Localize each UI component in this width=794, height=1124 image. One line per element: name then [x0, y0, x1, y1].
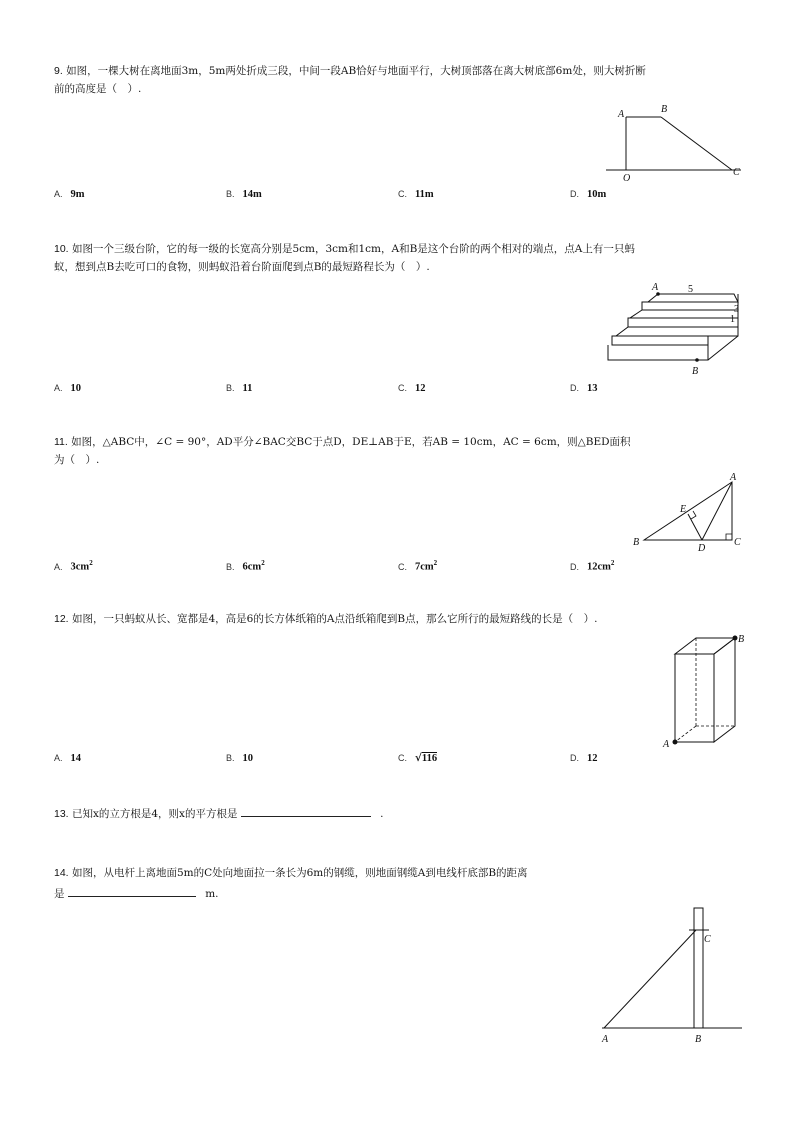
q9-text-line1 [54, 64, 646, 78]
q11-number: 11. [54, 436, 68, 448]
q12-option-d-letter: D. [570, 753, 579, 763]
q10-step-2-face [628, 318, 738, 327]
q12-option-c[interactable] [398, 752, 437, 764]
q12-hidden-edge-depth [675, 726, 696, 742]
q10-option-a-value: 10 [70, 383, 82, 394]
q10-option-d[interactable] [570, 382, 598, 394]
q11-stem: 如图，△ABC中，∠C = 90°，AD平分∠BAC交BC于点D，DE⊥AB于E，若AB = 10cm，AC = 6cm，则△BED面积 [71, 436, 631, 448]
q11-option-d-exponent: 2 [610, 559, 615, 567]
q11-option-a-exponent: 2 [89, 559, 93, 567]
q12-point-b [733, 636, 738, 641]
q9-option-c-letter: C. [398, 189, 407, 199]
q12-option-d[interactable] [570, 752, 598, 764]
q11-label-b: B [633, 537, 640, 548]
sqrt-icon: √ [415, 752, 422, 764]
q12-option-a-letter: A. [54, 753, 63, 763]
q11-bisector-ad [702, 482, 732, 540]
q14-label-b: B [695, 1034, 702, 1045]
q9-option-b-value: 14m [242, 189, 262, 200]
q12-label-b: B [738, 634, 745, 645]
q9-option-d[interactable] [570, 188, 606, 200]
q14-label-a: A [602, 1034, 609, 1045]
q9-option-a-value: 9m [70, 189, 85, 200]
q9-figure [596, 100, 756, 188]
q10-step-1-face [642, 302, 738, 310]
q9-segment-bc [661, 117, 732, 170]
q10-text-line1 [54, 242, 635, 256]
q11-triangle-abc [644, 482, 732, 540]
q10-step-2-top [630, 310, 738, 318]
q11-label-d: D [698, 543, 706, 554]
q12-option-a[interactable] [54, 752, 81, 764]
q10-label-width: 3 [734, 304, 739, 315]
q13-tail: . [380, 808, 384, 820]
q14-pole-figure [592, 900, 752, 1050]
q9-option-c-value: 11m [415, 189, 434, 200]
q10-stairs-figure [600, 280, 760, 380]
q14-answer-blank[interactable] [68, 886, 196, 897]
q10-step-top [648, 294, 738, 302]
q9-label-o: O [623, 173, 631, 184]
q12-stem: 如图，一只蚂蚁从长、宽都是4，高是6的长方体纸箱的A点沿纸箱爬到B点，那么它所行的最短路线的长是（ ）. [71, 613, 598, 625]
q9-stem: 如图，一棵大树在离地面3m，5m两处折成三段，中间一段AB恰好与地面平行，大树顶部落在离大树底部6m处，则大树折断 [66, 65, 646, 77]
q11-option-a-letter: A. [54, 561, 63, 572]
q14-text-line2 [54, 886, 218, 901]
q9-option-a-letter: A. [54, 189, 63, 199]
q12-number: 12. [54, 613, 69, 625]
q10-option-b-value: 11 [242, 383, 253, 394]
q9-label-b: B [661, 104, 668, 115]
q9-option-b[interactable] [226, 188, 262, 200]
q10-text-line2: 蚁，想到点B去吃可口的食物，则蚂蚁沿着台阶面爬到点B的最短路程长为（ ）. [54, 261, 430, 273]
q9-text-line2: 前的高度是（ ）. [54, 83, 142, 95]
q11-option-b-exponent: 2 [261, 559, 265, 567]
q11-option-c-letter: C. [398, 561, 407, 572]
q11-option-a[interactable] [54, 559, 93, 573]
q11-option-d[interactable] [570, 559, 614, 573]
q12-option-a-value: 14 [70, 753, 82, 764]
q12-box-front [675, 654, 714, 742]
q11-option-a-value: 3cm [70, 561, 90, 573]
q9-option-d-value: 10m [587, 189, 607, 200]
q11-option-b-value: 6cm [242, 561, 262, 573]
q10-label-b: B [692, 366, 699, 377]
q14-number: 14. [54, 867, 69, 879]
q12-option-b-value: 10 [242, 753, 254, 764]
q14-prefix: 是 [54, 888, 65, 900]
q12-box-figure [658, 628, 758, 752]
q12-option-d-value: 12 [587, 753, 598, 764]
q12-point-a [673, 740, 678, 745]
q9-number: 9. [54, 65, 63, 77]
q13-stem: 已知x的立方根是4，则x的平方根是 [71, 808, 238, 820]
q11-label-e: E [680, 504, 687, 515]
q10-point-b [695, 358, 699, 362]
q12-box-right [714, 638, 735, 742]
q11-label-a: A [730, 472, 737, 483]
q10-step-3-face [612, 336, 708, 345]
q14-stem: 如图，从电杆上离地面5m的C处向地面拉一条长为6m的钢缆，则地面钢缆A到电线杆底部B的距离 [71, 867, 528, 879]
q10-option-a-letter: A. [54, 383, 63, 393]
q11-option-b[interactable] [226, 559, 265, 573]
q10-stem: 如图一个三级台阶，它的每一级的长宽高分别是5cm，3cm和1cm，A和B是这个台阶的两个相对的端点，点A上有一只蚂 [71, 243, 635, 255]
q9-option-d-letter: D. [570, 189, 579, 199]
q12-box-top [675, 638, 735, 654]
q10-option-c-letter: C. [398, 383, 407, 393]
q10-step-3-top [616, 327, 738, 336]
q10-label-a: A [652, 282, 659, 293]
q14-cable-ac [604, 930, 696, 1028]
q10-option-b[interactable] [226, 382, 252, 394]
q9-option-b-letter: B. [226, 189, 235, 199]
q9-label-a: A [618, 109, 625, 120]
q9-label-c: C [733, 167, 740, 178]
q11-perpendicular-de [688, 514, 702, 540]
q10-option-a[interactable] [54, 382, 81, 394]
q10-option-d-letter: D. [570, 383, 579, 393]
q14-text-line1 [54, 866, 528, 880]
q11-text-line1 [54, 435, 631, 449]
q11-option-c[interactable] [398, 559, 437, 573]
q12-option-c-letter: C. [398, 753, 407, 763]
q10-label-length: 5 [688, 284, 693, 295]
q11-option-c-exponent: 2 [433, 559, 438, 567]
q11-right-angle-c [726, 534, 732, 540]
q14-label-c: C [704, 934, 711, 945]
q12-option-b-letter: B. [226, 753, 235, 763]
q11-option-d-letter: D. [570, 561, 579, 572]
q10-option-d-value: 13 [587, 383, 598, 394]
q10-option-b-letter: B. [226, 383, 235, 393]
q14-unit: m. [205, 888, 219, 900]
q9-option-c[interactable] [398, 188, 434, 200]
q14-pole [694, 908, 703, 1028]
q10-option-c[interactable] [398, 382, 426, 394]
q12-text-line1 [54, 612, 597, 626]
q10-label-height: 1 [730, 314, 735, 325]
q11-right-angle-e [691, 511, 696, 519]
q10-number: 10. [54, 243, 69, 255]
q13-answer-blank[interactable] [241, 806, 371, 817]
q11-option-d-value: 12cm [587, 561, 611, 573]
q13-number: 13. [54, 808, 69, 820]
q10-option-c-value: 12 [415, 383, 426, 394]
q12-label-a: A [663, 739, 670, 750]
q11-label-c: C [734, 537, 741, 548]
q11-triangle-figure [628, 472, 758, 554]
q10-base-side [708, 336, 738, 360]
q12-option-b[interactable] [226, 752, 253, 764]
q11-text-line2: 为（ ）. [54, 454, 100, 466]
q9-option-a[interactable] [54, 188, 85, 200]
q12-option-c-value: 116 [421, 753, 438, 764]
q10-base [608, 345, 708, 360]
q13-text-line [54, 806, 384, 821]
q11-option-b-letter: B. [226, 561, 235, 572]
q11-option-c-value: 7cm [415, 561, 434, 573]
